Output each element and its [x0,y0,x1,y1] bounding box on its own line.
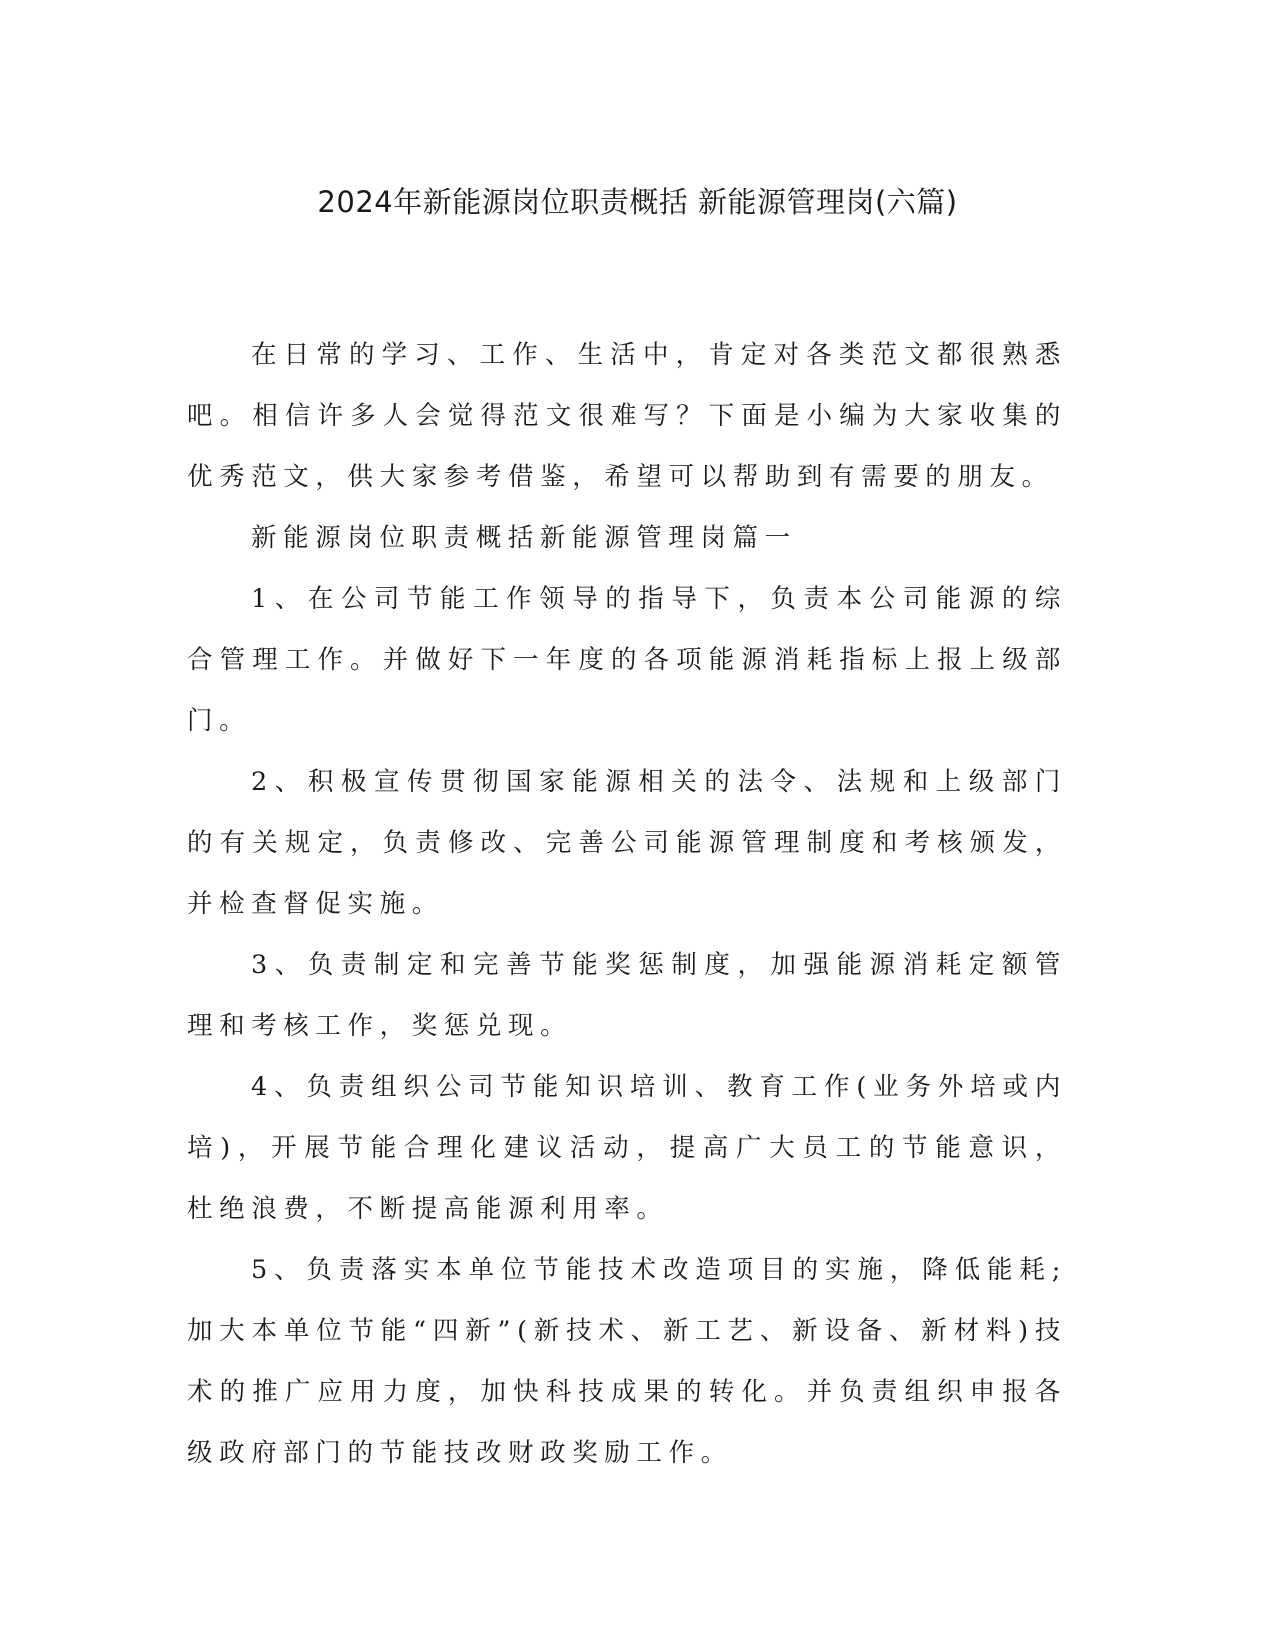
intro-paragraph: 在日常的学习、工作、生活中，肯定对各类范文都很熟悉吧。相信许多人会觉得范文很难写？下面是小编为大家收集的优秀范文，供大家参考借鉴，希望可以帮助到有需要的朋友。 [187,340,1067,492]
duty-item-3: 3、负责制定和完善节能奖惩制度，加强能源消耗定额管理和考核工作，奖惩兑现。 [187,950,1067,1041]
duty-item-4: 4、负责组织公司节能知识培训、教育工作(业务外培或内培)，开展节能合理化建议活动，提高广大员工的节能意识，杜绝浪费，不断提高能源利用率。 [187,1072,1067,1224]
duty-item-2: 2、积极宣传贯彻国家能源相关的法令、法规和上级部门的有关规定，负责修改、完善公司能源管理制度和考核颁发，并检查督促实施。 [187,767,1067,919]
document-body [187,325,1067,1484]
duty-item-5: 5、负责落实本单位节能技术改造项目的实施，降低能耗;加大本单位节能“四新”(新技术、新工艺、新设备、新材料)技术的推广应用力度，加快科技成果的转化。并负责组织申报各级政府部门的节能技改财政奖励工作。 [187,1255,1067,1468]
duty-item-1: 1、在公司节能工作领导的指导下，负责本公司能源的综合管理工作。并做好下一年度的各项能源消耗指标上报上级部门。 [187,584,1067,736]
section-heading: 新能源岗位职责概括新能源管理岗篇一 [251,523,797,553]
document-title: 2024年新能源岗位职责概括 新能源管理岗(六篇) [317,185,958,219]
